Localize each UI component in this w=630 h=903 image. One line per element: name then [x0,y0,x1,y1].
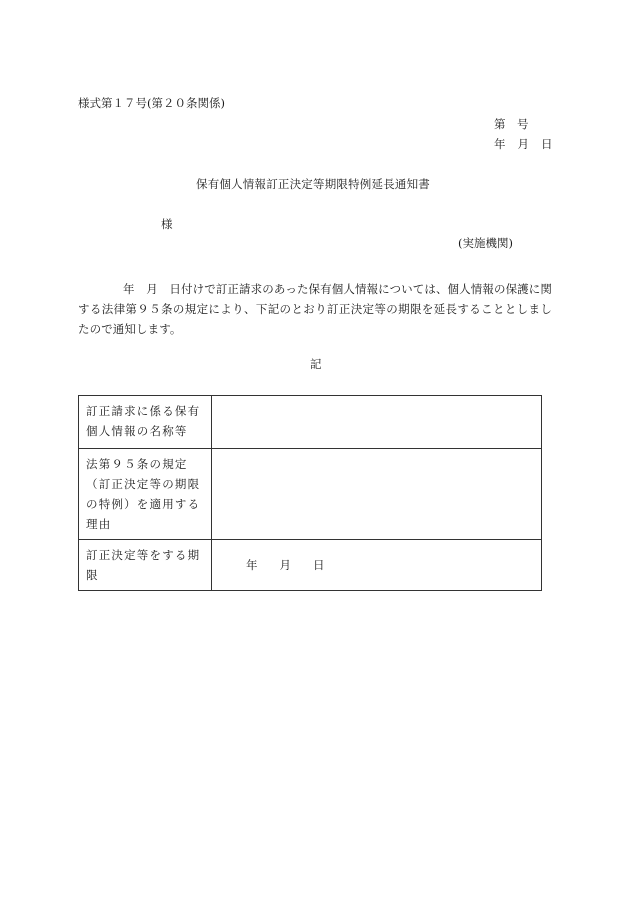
date-day: 日 [541,137,553,151]
detail-table [78,395,542,591]
date-year: 年 [494,137,506,151]
row-label-deadline: 訂正決定等をする期限 [79,540,212,591]
row-value-info-name [212,396,542,449]
document-title: 保有個人情報訂正決定等期限特例延長通知書 [196,177,430,191]
row-label-info-name: 訂正請求に係る保有個人情報の名称等 [79,396,212,449]
document-number: 第 号 [494,117,529,131]
deadline-day: 日 [313,558,325,572]
table-row [79,449,542,540]
table-row [79,396,542,449]
document-date [494,139,553,151]
form-number: 様式第１７号(第２０条関係) [78,96,225,110]
row-value-reason [212,449,542,540]
date-month: 月 [517,137,529,151]
table-row [79,540,542,591]
deadline-year: 年 [246,558,258,572]
notice-body: 年 月 日付けで訂正請求のあった保有個人情報については、個人情報の保護に関する法律第９５条の規定により、下記のとおり訂正決定等の期限を延長することとしましたので通知します。 [78,282,552,336]
row-value-deadline [212,540,542,591]
note-heading: 記 [310,357,322,371]
issuing-agency: (実施機関) [458,236,513,250]
addressee: 様 [161,217,173,231]
deadline-month: 月 [279,558,291,572]
row-label-reason: 法第９５条の規定（訂正決定等の期限の特例）を適用する理由 [79,449,212,540]
